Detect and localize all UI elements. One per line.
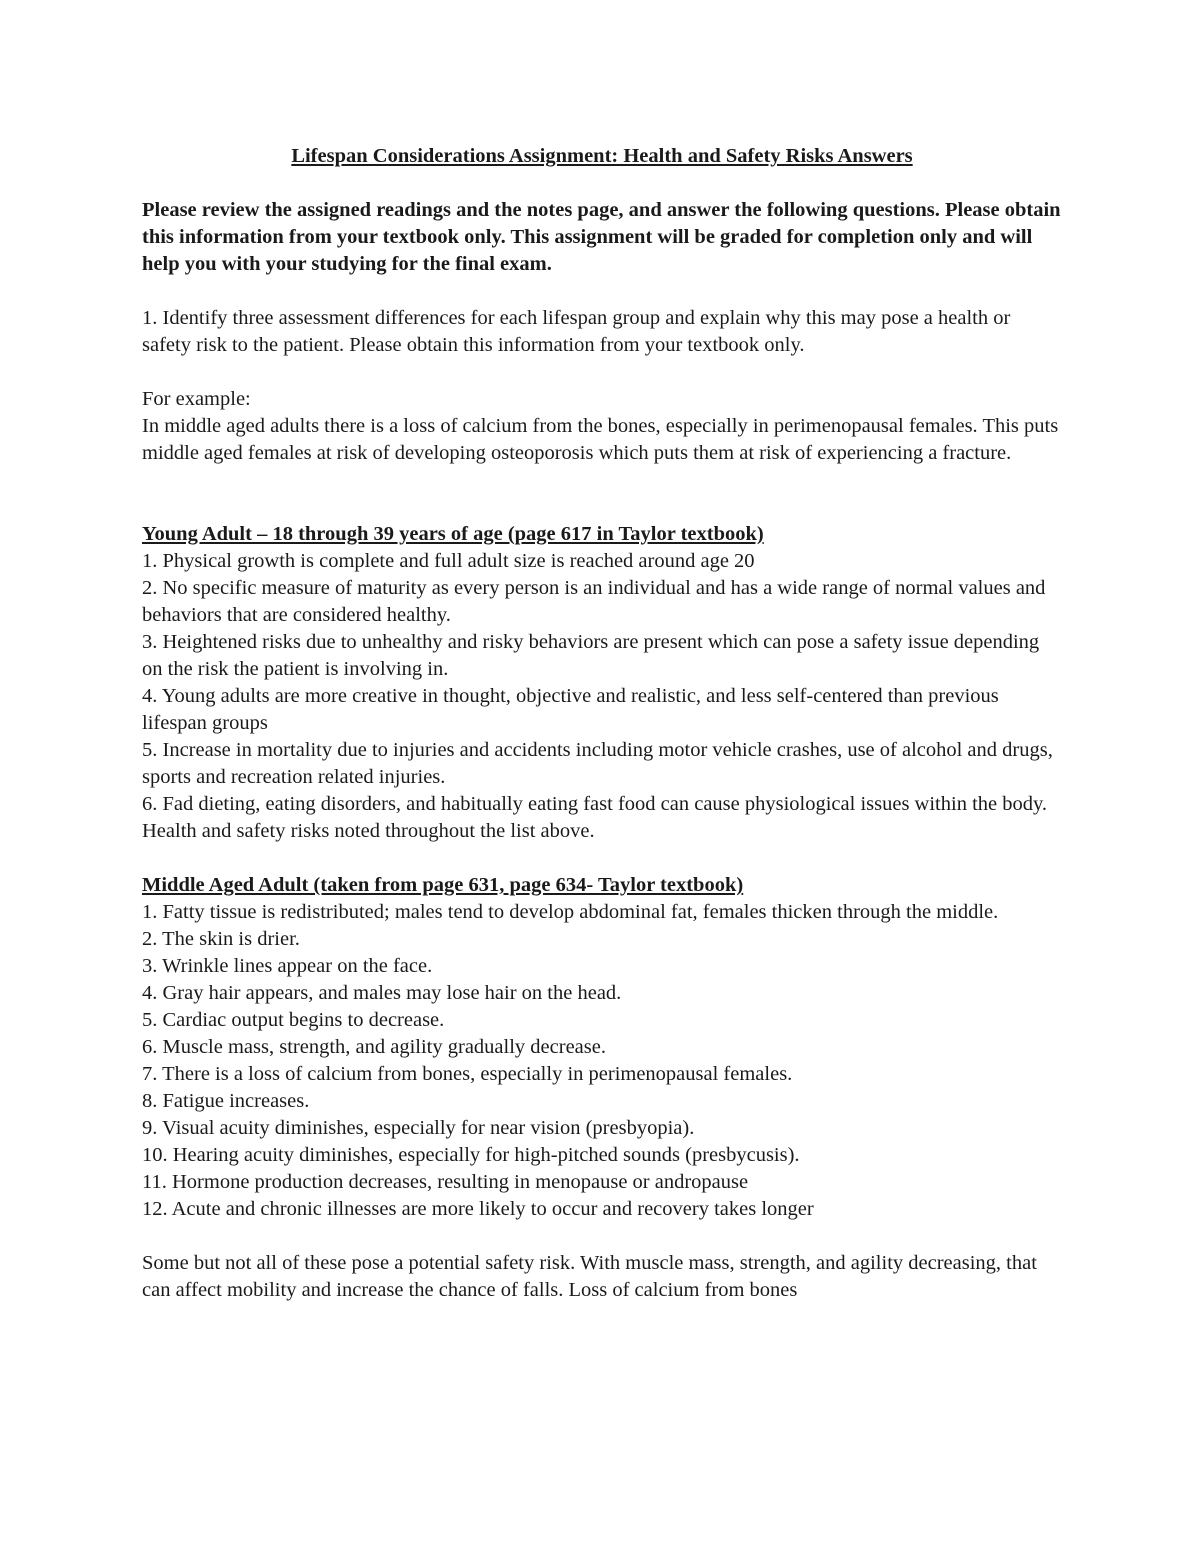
- list-item: 1. Physical growth is complete and full adult size is reached around age 20: [142, 550, 755, 572]
- list-item: 3. Wrinkle lines appear on the face.: [142, 955, 433, 977]
- document-page: [142, 143, 1062, 1304]
- list-item: 12. Acute and chronic illnesses are more likely to occur and recovery takes longer: [142, 1198, 814, 1220]
- young-adult-note: Health and safety risks noted throughout the list above.: [142, 820, 595, 842]
- example-text: In middle aged adults there is a loss of calcium from the bones, especially in perimenopausal females. This puts middle aged females at risk of developing osteoporosis which puts them at risk of experiencing a fracture.: [142, 415, 1059, 464]
- list-item: 5. Cardiac output begins to decrease.: [142, 1009, 445, 1031]
- list-item: 6. Fad dieting, eating disorders, and habitually eating fast food can cause physiological issues within the body.: [142, 793, 1048, 815]
- list-item: 2. The skin is drier.: [142, 928, 300, 950]
- list-item: 3. Heightened risks due to unhealthy and risky behaviors are present which can pose a safety issue depending on the risk the patient is involving in.: [142, 631, 1040, 680]
- list-item: 5. Increase in mortality due to injuries and accidents including motor vehicle crashes, use of alcohol and drugs, sports and recreation related injuries.: [142, 739, 1053, 788]
- list-item: 4. Young adults are more creative in thought, objective and realistic, and less self-centered than previous lifespan groups: [142, 685, 999, 734]
- question-text: 1. Identify three assessment differences for each lifespan group and explain why this may pose a health or safety risk to the patient. Please obtain this information from your textbook only.: [142, 307, 1011, 356]
- spacer: [142, 845, 1062, 872]
- young-adult-heading: Young Adult – 18 through 39 years of age (page 617 in Taylor textbook): [142, 523, 764, 545]
- list-item: 1. Fatty tissue is redistributed; males tend to develop abdominal fat, females thicken through the middle.: [142, 901, 999, 923]
- list-item: 8. Fatigue increases.: [142, 1090, 310, 1112]
- young-adult-list: [142, 548, 1062, 818]
- spacer: [142, 1223, 1062, 1250]
- spacer: [142, 467, 1062, 521]
- example-label: For example:: [142, 388, 251, 410]
- list-item: 11. Hormone production decreases, resulting in menopause or andropause: [142, 1171, 749, 1193]
- middle-aged-summary: Some but not all of these pose a potential safety risk. With muscle mass, strength, and agility decreasing, that can affect mobility and increase the chance of falls. Loss of calcium from bones: [142, 1252, 1037, 1301]
- spacer: [142, 359, 1062, 386]
- list-item: 10. Hearing acuity diminishes, especially for high-pitched sounds (presbycusis).: [142, 1144, 800, 1166]
- document-title: Lifespan Considerations Assignment: Health and Safety Risks Answers: [291, 145, 913, 167]
- list-item: 6. Muscle mass, strength, and agility gradually decrease.: [142, 1036, 606, 1058]
- list-item: 2. No specific measure of maturity as every person is an individual and has a wide range of normal values and behaviors that are considered healthy.: [142, 577, 1046, 626]
- middle-aged-heading: Middle Aged Adult (taken from page 631, page 634- Taylor textbook): [142, 874, 744, 896]
- assignment-instructions: Please review the assigned readings and the notes page, and answer the following questions. Please obtain this information from your textbook only. This assignment will be graded for completion only and will help you with your studying for the final exam.: [142, 199, 1061, 275]
- list-item: 4. Gray hair appears, and males may lose hair on the head.: [142, 982, 622, 1004]
- list-item: 9. Visual acuity diminishes, especially for near vision (presbyopia).: [142, 1117, 695, 1139]
- list-item: 7. There is a loss of calcium from bones, especially in perimenopausal females.: [142, 1063, 793, 1085]
- middle-aged-list: [142, 899, 1062, 1223]
